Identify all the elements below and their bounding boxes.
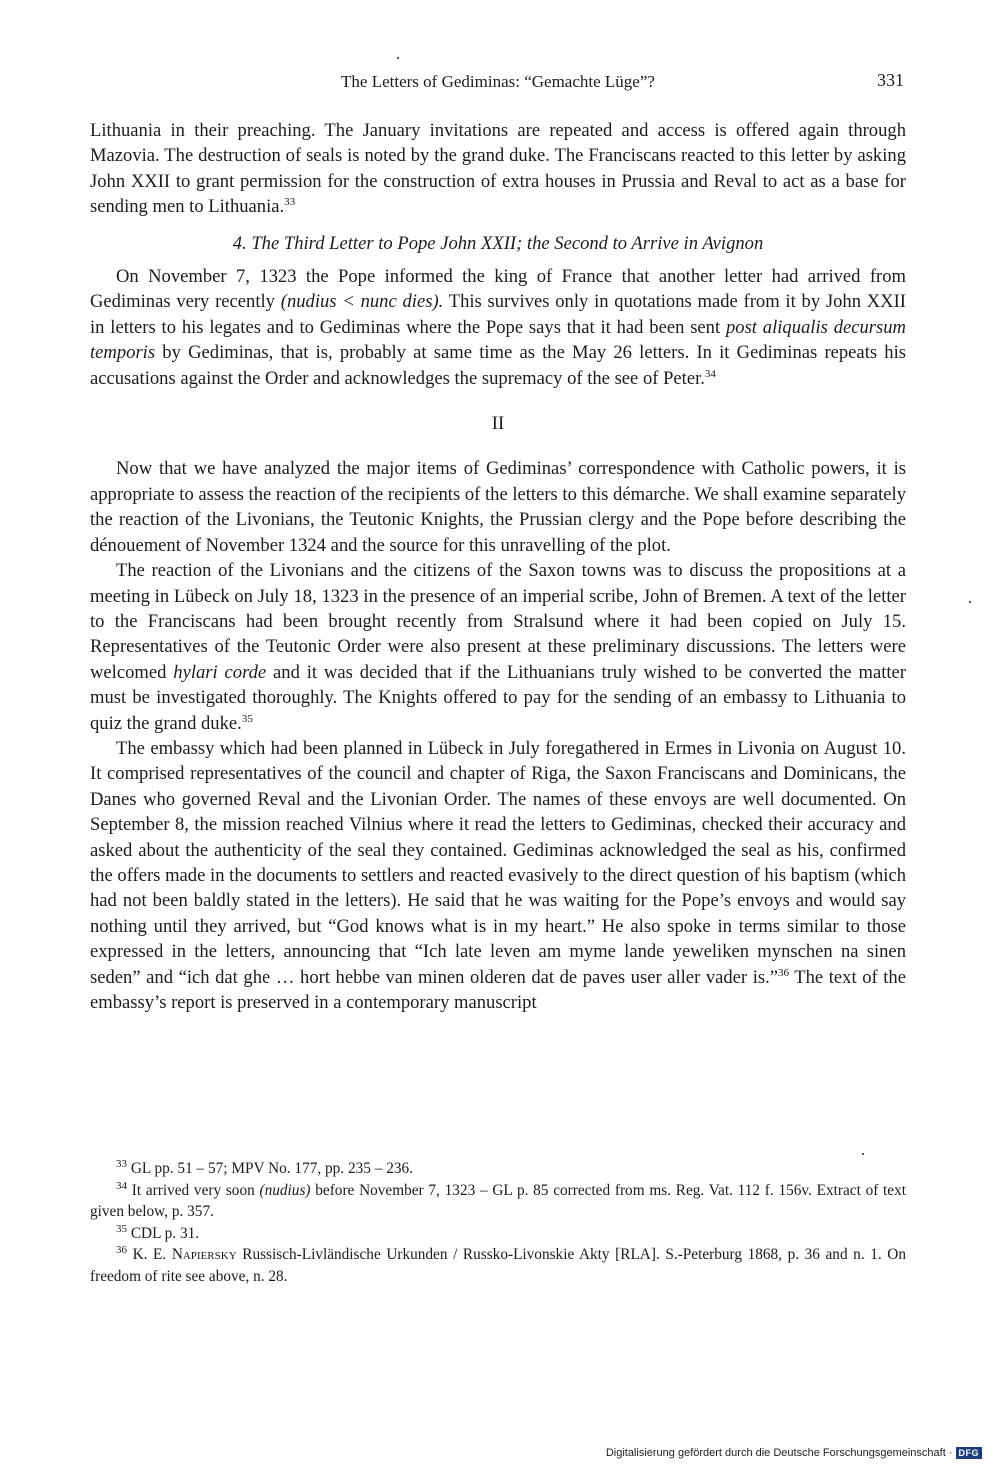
running-title: The Letters of Gediminas: “Gemachte Lüge”?: [341, 72, 655, 91]
digitization-credit: [606, 1447, 982, 1459]
footnote-36: $^{36}$ K. E. Napiersky Russisch-Livländische Urkunden / Russko-Livonskie Akty [RLA]. S.-Peterburg 1868, p. 36 and n. 1. On freedom of rite see above, n. 28.: [90, 1243, 906, 1285]
footnote-ref-34[interactable]: 34: [704, 367, 716, 380]
scan-speck: [397, 57, 399, 59]
paragraph-2: On November 7, 1323 the Pope informed the king of France that another letter had arrived from Gediminas very recently (nudius < nunc dies). This survives only in quotations made from it by John XXII in letters to his legates and to Gediminas where the Pope says that it had been sent post aliqualis decursum temporis by Gediminas, that is, probably at same time as the May 26 letters. In it Gediminas repeats his accusations against the Order and acknowledges the supremacy of the see of Peter.$^{34}$: [90, 266, 906, 389]
footnote-ref-33[interactable]: 33: [284, 196, 296, 209]
paragraph-5: The embassy which had been planned in Lübeck in July foregathered in Ermes in Livonia on August 10. It comprised representatives of the council and chapter of Riga, the Saxon Franciscans and Dominicans, the Danes who governed Reval and the Livonian Order. The names of these envoys are well documented. On September 8, the mission reached Vilnius where it read the letters to Gediminas, checked their accuracy and asked about the authenticity of the seal they contained. Gediminas acknowledged the seal as his, confirmed the offers made in the documents to settlers and reacted evasively to the direct question of his baptism (which had not been baldly stated in the letters). He said that he was waiting for the Pope’s envoys and would say nothing until they arrived, but “God knows what is in my heart.” He also spoke in terms similar to those expressed in the letters, announcing that “Ich late leven am myme lande yeweliken mynschen na sinen seden” and “ich dat ghe … hort hebbe van minen olderen dat de paves user aller vader is.”$^{36}$ The text of the embassy’s report is preserved in a contemporary manuscript: [90, 737, 906, 1013]
footnote-34: $^{34}$ It arrived very soon (nudius) before November 7, 1323 – GL p. 85 corrected from ms. Reg. Vat. 112 f. 156v. Extract of text given below, p. 357.: [90, 1179, 906, 1220]
paragraph-4: The reaction of the Livonians and the citizens of the Saxon towns was to discuss the propositions at a meeting in Lübeck on July 18, 1323 in the presence of an imperial scribe, John of Bremen. A text of the letter to the Franciscans had been brought recently from Stralsund where it had been copied on July 15. Representatives of the Teutonic Order were also present at these preliminary discussions. The letters were welcomed hylari corde and it was decided that if the Lithuanians truly wished to be converted the matter must be investigated thoroughly. The Knights offered to pay for the sending of an embassy to Lithuania to quiz the grand duke.$^{35}$: [90, 560, 906, 734]
footnote-33: $^{33}$ GL pp. 51 – 57; MPV No. 177, pp. 235 – 236.: [116, 1157, 413, 1177]
footnote-ref-35[interactable]: 35: [241, 712, 253, 725]
scan-speck: [969, 601, 971, 603]
part-heading: II: [491, 413, 505, 435]
main-text: [90, 118, 906, 1015]
paragraph-3: Now that we have analyzed the major items of Gediminas’ correspondence with Catholic powers, it is appropriate to assess the reaction of the recipients of the letters to this démarche. We shall examine separately the reaction of the Livonians, the Teutonic Knights, the Prussian clergy and the Pope before describing the dénouement of November 1324 and the source for this unravelling of the plot.: [90, 458, 906, 556]
paragraph-1: Lithuania in their preaching. The January invitations are repeated and access is offered again through Mazovia. The destruction of seals is noted by the grand duke. The Franciscans reacted to this letter by asking John XXII to grant permission for the construction of extra houses in Prussia and Reval to act as a base for sending men to Lithuania.$^{33}$: [90, 120, 906, 218]
footnote-ref-36[interactable]: 36: [778, 966, 790, 979]
footnote-35: $^{35}$ CDL p. 31.: [116, 1222, 200, 1242]
page-number: 331: [877, 70, 904, 90]
section-heading: 4. The Third Letter to Pope John XXII; the Second to Arrive in Avignon: [232, 232, 764, 254]
credit-text: Digitalisierung gefördert durch die Deutsche Forschungsgemeinschaft ·: [605, 1447, 953, 1459]
footnotes: [90, 1158, 906, 1287]
running-header: [90, 70, 906, 100]
scan-speck: [862, 1153, 864, 1155]
dfg-logo-icon: DFG: [956, 1447, 983, 1459]
